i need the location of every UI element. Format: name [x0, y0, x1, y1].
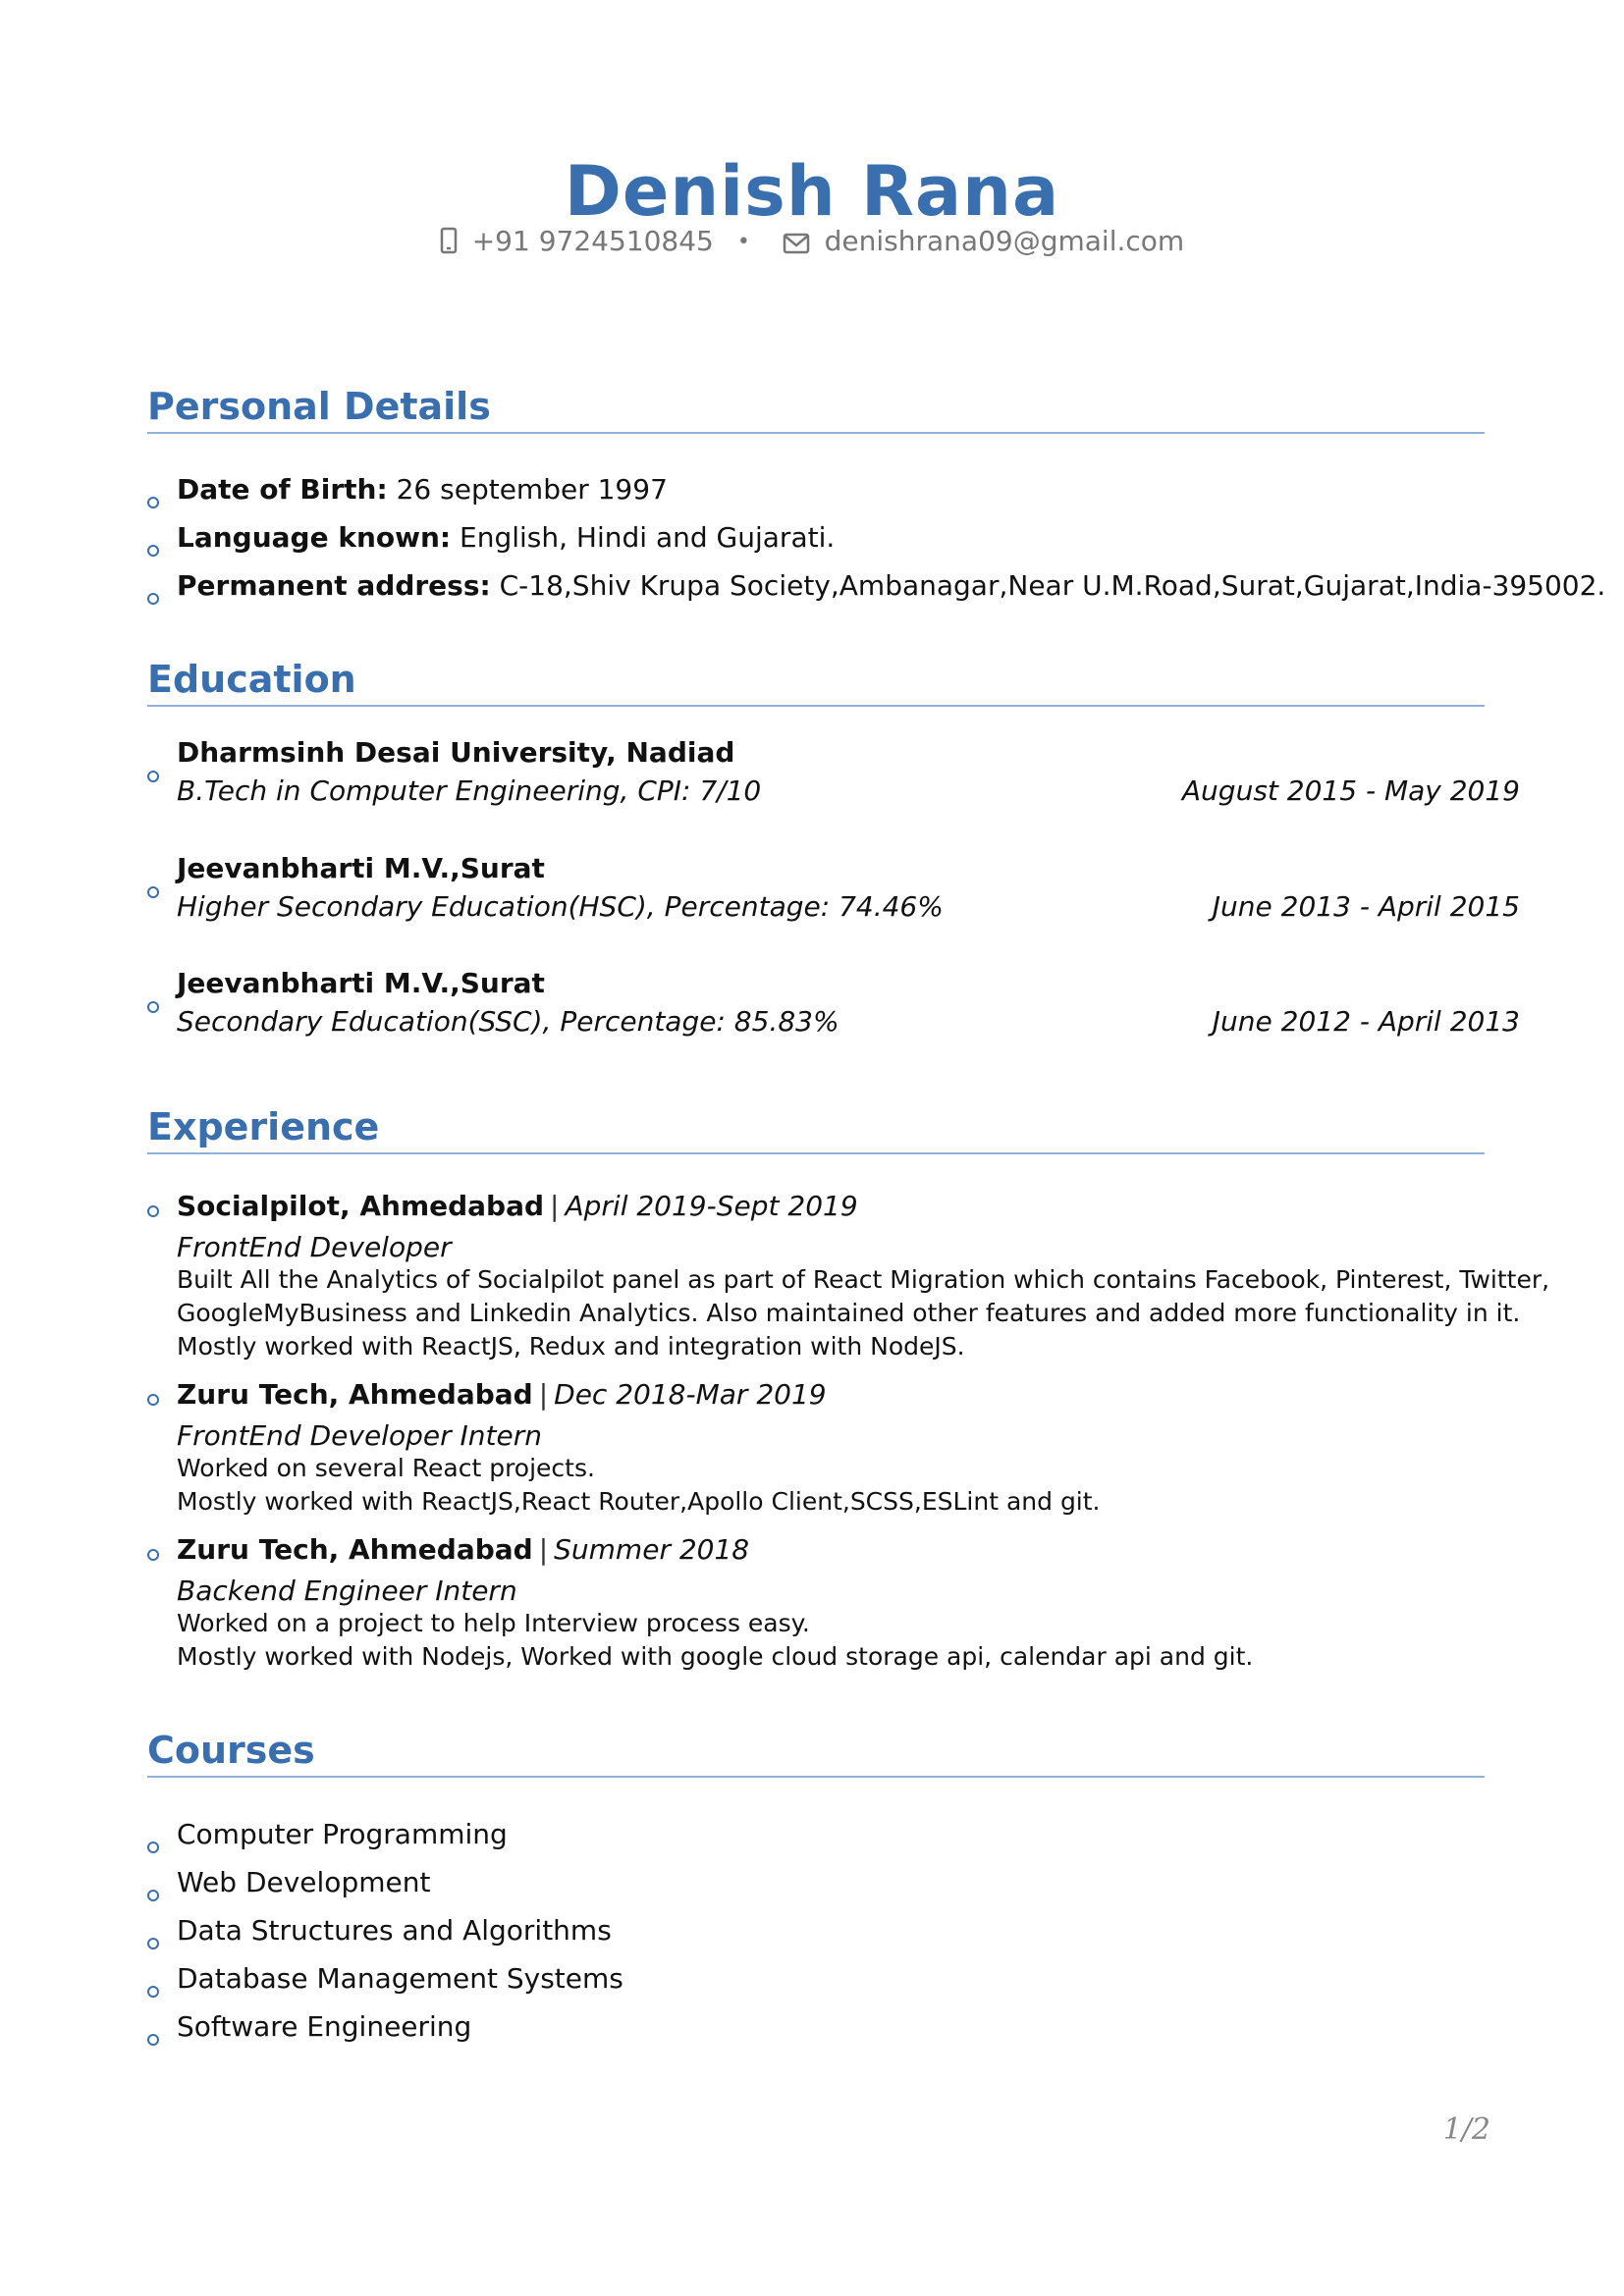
experience-role: FrontEnd Developer: [177, 1231, 452, 1263]
personal-item-dob: Date of Birth: 26 september 1997: [177, 473, 668, 506]
bullet-icon: [147, 1986, 159, 1998]
section-rule: [147, 1776, 1485, 1778]
course-item: Database Management Systems: [177, 1962, 623, 1995]
section-title-courses: Courses: [147, 1729, 315, 1772]
education-degree: B.Tech in Computer Engineering, CPI: 7/10: [177, 774, 762, 807]
experience-desc-line: Built All the Analytics of Socialpilot panel as part of React Migration which contains Facebook, Pinterest, Twitter,: [177, 1265, 1550, 1294]
education-school: Dharmsinh Desai University, Nadiad: [177, 736, 735, 769]
section-rule: [147, 1152, 1485, 1154]
bullet-icon: [147, 593, 159, 605]
experience-desc-line: GoogleMyBusiness and Linkedin Analytics. Also maintained other features and added more functionality in it.: [177, 1299, 1521, 1327]
section-title-experience: Experience: [147, 1105, 380, 1148]
bullet-icon: [147, 1394, 159, 1406]
experience-heading: Socialpilot, Ahmedabad | April 2019-Sept 2019: [177, 1190, 858, 1222]
section-title-personal: Personal Details: [147, 385, 491, 428]
education-degree: Secondary Education(SSC), Percentage: 85.83%: [177, 1005, 839, 1038]
experience-desc-line: Worked on several React projects.: [177, 1454, 595, 1482]
bullet-icon: [147, 1205, 159, 1217]
candidate-name: Denish Rana: [564, 151, 1060, 232]
section-rule: [147, 432, 1485, 434]
bullet-icon: [147, 1842, 159, 1853]
experience-desc-line: Mostly worked with ReactJS,React Router,Apollo Client,SCSS,ESLint and git.: [177, 1487, 1101, 1516]
bullet-icon: [147, 1938, 159, 1949]
envelope-icon: [774, 225, 825, 257]
section-title-education: Education: [147, 658, 356, 701]
experience-role: Backend Engineer Intern: [177, 1575, 517, 1607]
experience-desc-line: Mostly worked with Nodejs, Worked with google cloud storage api, calendar api and git.: [177, 1642, 1254, 1671]
course-item: Data Structures and Algorithms: [177, 1914, 612, 1947]
bullet-icon: [147, 545, 159, 557]
email-address[interactable]: denishrana09@gmail.com: [824, 225, 1185, 257]
experience-heading: Zuru Tech, Ahmedabad | Dec 2018-Mar 2019: [177, 1378, 827, 1411]
experience-role: FrontEnd Developer Intern: [177, 1419, 542, 1452]
mobile-phone-icon: [440, 225, 472, 257]
bullet-icon: [147, 497, 159, 508]
course-item: Software Engineering: [177, 2010, 472, 2043]
education-dates: June 2012 - April 2013: [1212, 1005, 1520, 1038]
course-item: Computer Programming: [177, 1818, 508, 1850]
course-item: Web Development: [177, 1866, 431, 1898]
education-dates: June 2013 - April 2015: [1212, 890, 1520, 923]
bullet-icon: [147, 886, 159, 898]
experience-heading: Zuru Tech, Ahmedabad | Summer 2018: [177, 1533, 750, 1566]
personal-item-address: Permanent address: C-18,Shiv Krupa Society,Ambanagar,Near U.M.Road,Surat,Gujarat,India-395002.: [177, 569, 1606, 602]
bullet-icon: [147, 771, 159, 782]
contact-line: [0, 222, 1624, 262]
page-number: 1/2: [1442, 2112, 1490, 2147]
bullet-icon: [147, 2034, 159, 2046]
education-school: Jeevanbharti M.V.,Surat: [177, 967, 545, 999]
bullet-icon: [147, 1890, 159, 1901]
bullet-icon: [147, 1549, 159, 1561]
personal-item-language: Language known: English, Hindi and Gujarati.: [177, 521, 836, 554]
education-school: Jeevanbharti M.V.,Surat: [177, 852, 545, 884]
experience-desc-line: Worked on a project to help Interview process easy.: [177, 1609, 810, 1637]
bullet-icon: [147, 1001, 159, 1013]
section-rule: [147, 705, 1485, 707]
education-degree: Higher Secondary Education(HSC), Percentage: 74.46%: [177, 890, 944, 923]
phone-number[interactable]: +91 9724510845: [471, 225, 714, 257]
contact-separator: •: [736, 230, 750, 254]
education-dates: August 2015 - May 2019: [1181, 774, 1520, 807]
experience-desc-line: Mostly worked with ReactJS, Redux and integration with NodeJS.: [177, 1332, 965, 1361]
